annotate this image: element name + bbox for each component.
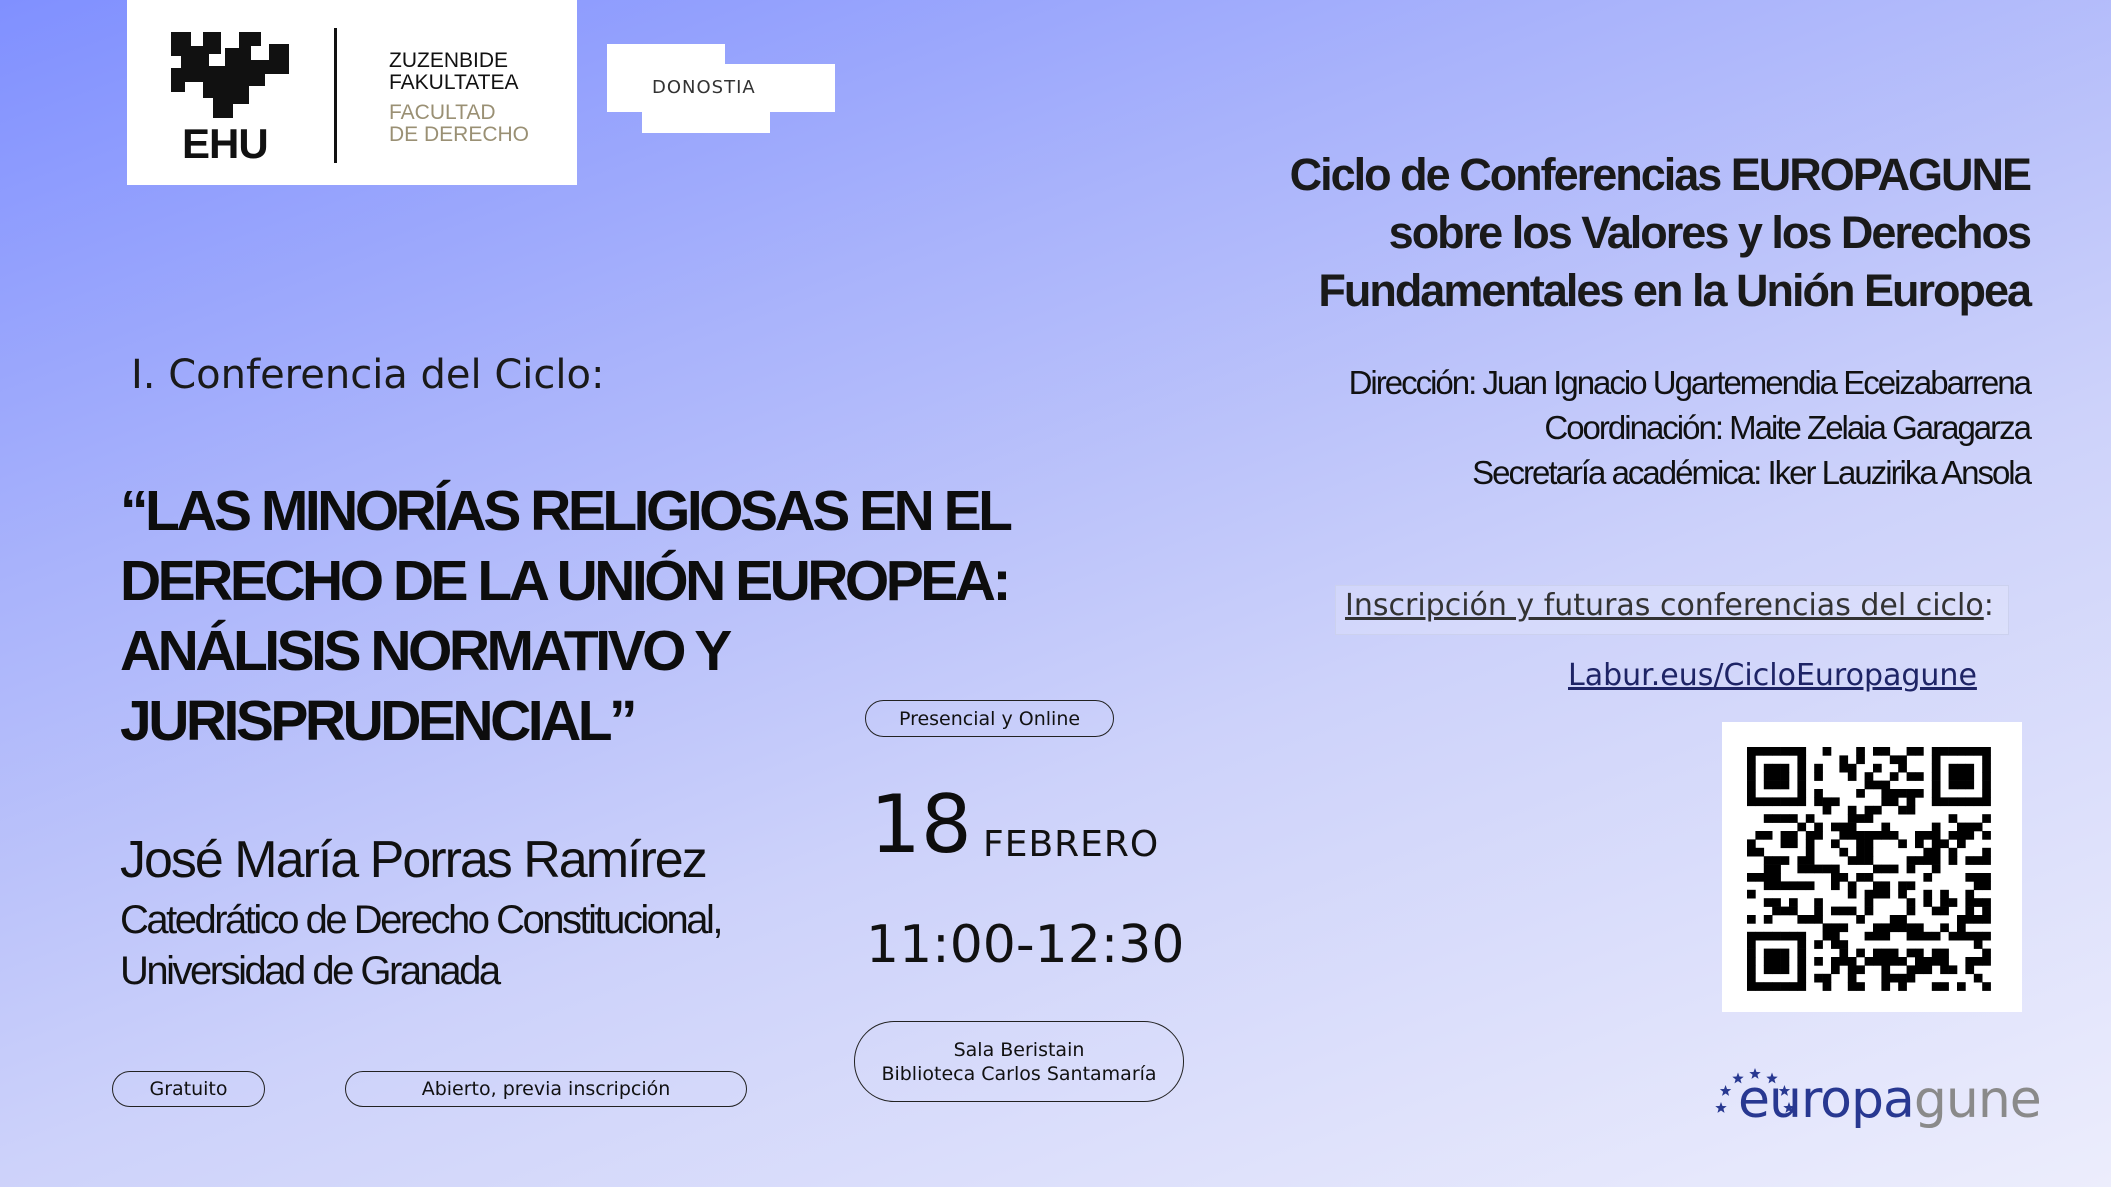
ehu-logo — [127, 0, 577, 185]
venue-badge — [854, 1021, 1184, 1102]
qr-code-icon — [1722, 722, 2022, 1012]
event-day: 18 — [870, 778, 972, 871]
signup-link[interactable]: Labur.eus/CicloEuropagune — [1568, 658, 1977, 693]
campus-label: DONOSTIA — [652, 77, 756, 98]
signup-label: Inscripción y futuras conferencias del ciclo — [1345, 588, 1984, 623]
europagune-logo — [1738, 1070, 2041, 1130]
venue-building: Biblioteca Carlos Santamaría — [881, 1062, 1157, 1085]
price-badge: Gratuito — [112, 1071, 265, 1107]
signup-heading — [1345, 588, 1994, 623]
cycle-title: Ciclo de Conferencias EUROPAGUNE sobre los Valores y los Derechos Fundamentales en la Unión Europea — [1289, 149, 2030, 316]
ehu-tree-icon — [167, 26, 292, 118]
cycle-coordination: Coordinación: Maite Zelaia Garagarza — [1544, 409, 2030, 446]
conference-number-label: I. Conferencia del Ciclo: — [131, 352, 605, 398]
cycle-secretary: Secretaría académica: Iker Lauzirika Ansola — [1472, 454, 2030, 491]
cycle-direction: Dirección: Juan Ignacio Ugartemendia Eceizabarrena — [1348, 364, 2030, 401]
campus-tag-shape — [642, 100, 770, 133]
speaker-role: Catedrático de Derecho Constitucional, Universidad de Granada — [120, 898, 721, 993]
cycle-staff — [1130, 360, 2030, 495]
conference-title: “LAS MINORÍAS RELIGIOSAS EN EL DERECHO DE LA UNIÓN EUROPEA: ANÁLISIS NORMATIVO Y JURISPRUDENCIAL” — [120, 479, 1010, 753]
faculty-name-spanish: FACULTAD DE DERECHO — [389, 101, 530, 146]
qr-code[interactable] — [1722, 722, 2022, 1012]
venue-room: Sala Beristain — [953, 1038, 1085, 1061]
event-time: 11:00-12:30 — [866, 915, 1185, 975]
access-badge: Abierto, previa inscripción — [345, 1071, 747, 1107]
signup-colon: : — [1983, 588, 1994, 623]
mode-badge: Presencial y Online — [865, 700, 1114, 737]
speaker-name: José María Porras Ramírez — [120, 831, 706, 889]
faculty-name-basque: ZUZENBIDE FAKULTATEA — [389, 49, 519, 94]
ehu-brand-text: EHU — [182, 120, 268, 167]
event-month: FEBRERO — [983, 824, 1160, 865]
europagune-logo-part-b: gune — [1913, 1070, 2041, 1130]
europagune-logo-part-a: europa — [1738, 1070, 1914, 1130]
logo-divider — [334, 28, 337, 163]
